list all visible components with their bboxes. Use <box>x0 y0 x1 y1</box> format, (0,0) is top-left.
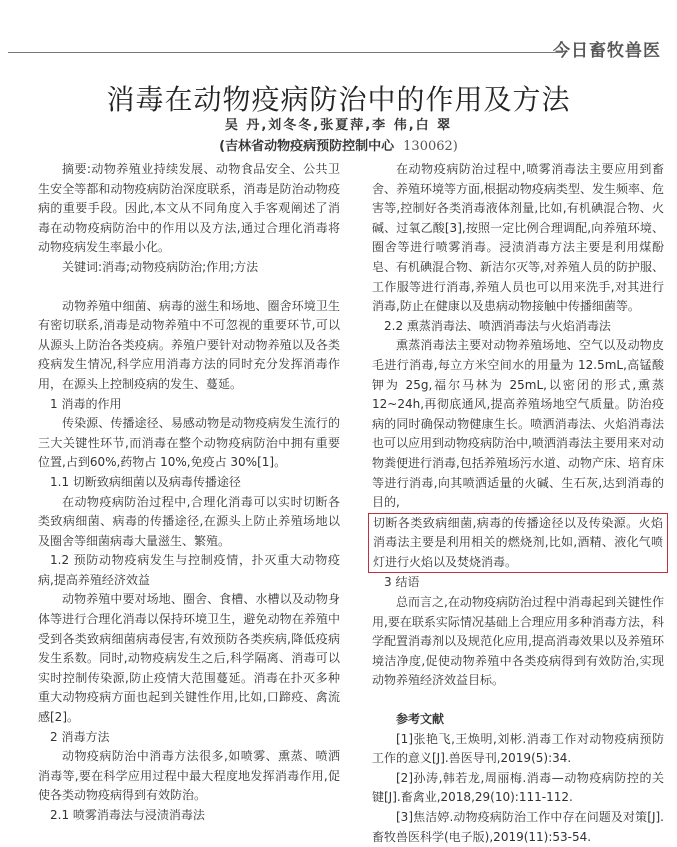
body-paragraph: 总而言之,在动物疫病防治过程中消毒起到关键性作用,要在联系实际情况基础上合理应用多种消毒方法，科学配置消毒剂以及规范化应用,提高消毒效果以及养殖环境洁净度,促使动物养殖中各类疫病得到有效防治,实现动物养殖经济效益目标。 <box>372 595 664 688</box>
article-title: 消毒在动物疫病防治中的作用及方法 <box>106 83 571 116</box>
section-heading: 1.2 预防动物疫病发生与控制疫情，扑灭重大动物疫病,提高养殖经济效益 <box>38 553 340 587</box>
body-paragraph: 动物养殖中要对场地、圈舍、食槽、水槽以及动物身体等进行合理化消毒以保持环境卫生，避免动物在养殖中受到各类致病细菌病毒侵害,有效预防各类疾病,降低疫病发生系数。同时,动物疫病发生之后,科学隔离、消毒可以实时控制传染源,防止疫情大范围蔓延。消毒在扑灭多种重大动物疫病方面也起到关键性作用,比如,口蹄疫、禽流感[2]。 <box>38 592 340 725</box>
left-column <box>38 160 340 826</box>
right-body <box>372 160 664 691</box>
body-paragraph: 动物养殖中细菌、病毒的滋生和场地、圈舍环境卫生有密切联系,消毒是动物养殖中不可忽视的重要环节,可以从源头上防治各类疫病。养殖户要针对动物养殖以及各类疫病发生情况,科学应用消毒方法的同时充分发挥消毒作用，在源头上控制疫病的发生、蔓延。 <box>38 298 340 391</box>
references-title: 参考文献 <box>396 712 445 727</box>
section-heading: 3 结语 <box>384 575 420 590</box>
body-paragraph: 熏蒸消毒法主要对动物养殖场地、空气以及动物皮毛进行消毒,每立方米空间水的用量为 12.5mL,高锰酸钾为 25g,福尔马林为 25mL,以密闭的形式,熏蒸 12~24h,再彻底通风,提高养殖场地空气质量。防治疫病的同时确保动物健康生长。喷洒消毒法、火焰消毒法也可以应用到动物疫病防治中,喷洒消毒法主要用来对动物粪便进行消毒,包括养殖场污水道、动物产床、培育床等进行消毒,向其喷洒适量的火碱、生石灰,达到消毒的目的, <box>372 338 664 510</box>
keywords: 关键词:消毒;动物疫病防治;作用;方法 <box>62 259 259 274</box>
body-paragraph: 传染源、传播途径、易感动物是动物疫病发生流行的三大关键性环节,而消毒在整个动物疫病防治中拥有重要位置,占到60%,药物占 10%,免疫占 30%[1]。 <box>38 416 340 470</box>
body-paragraph: 在动物疫病防治过程中,合理化消毒可以实时切断各类致病细菌、病毒的传播途径,在源头上防止养殖场地以及圈舍等细菌病毒大量滋生、繁殖。 <box>38 494 340 548</box>
section-heading: 1 消毒的作用 <box>50 396 122 411</box>
left-body <box>38 297 340 826</box>
body-paragraph: 动物疫病防治中消毒方法很多,如喷雾、熏蒸、喷洒消毒等,要在科学应用过程中最大程度地发挥消毒作用,促使各类动物疫病得到有效防治。 <box>38 749 340 803</box>
affiliation-postcode: 130062) <box>403 139 458 154</box>
highlighted-passage <box>368 513 668 574</box>
affiliation-name: (吉林省动物疫病预防控制中心 <box>219 139 395 154</box>
journal-name: 今日畜牧兽医 <box>553 41 661 61</box>
reference-item: [2]孙涛,韩若龙,周丽梅.消毒—动物疫病防控的关键[J].畜禽业,2018,29(10):111-112. <box>372 770 664 805</box>
section-heading: 2.1 喷雾消毒法与浸渍消毒法 <box>50 808 205 822</box>
reference-item: [1]张艳飞,王焕明,刘彬.消毒工作对动物疫病预防工作的意义[J].兽医导刊,2019(5):34. <box>372 731 664 766</box>
body-paragraph: 在动物疫病防治过程中,喷雾消毒法主要应用到畜舍、养殖环境等方面,根据动物疫病类型、发生频率、危害等,控制好各类消毒液体剂量,比如,有机碘混合物、火碱、过氧乙酸[3],按照一定比例合理调配,向养殖环境、圈舍等进行喷雾消毒。浸渍消毒方法主要是利用煤酚皂、有机碘混合物、新洁尔灭等,对养殖人员的防护服、工作服等进行消毒,养殖人员也可以用来洗手,对其进行消毒,防止在健康以及患病动物接触中传播细菌等。 <box>372 162 664 314</box>
authors: 吴 丹,刘冬冬,张夏萍,李 伟,白 翠 <box>224 118 453 133</box>
reference-item: [3]焦洁婷.动物疫病防治工作中存在问题及对策[J].畜牧兽医科学(电子版),2019(11):53-54. <box>372 810 664 844</box>
highlighted-text: 切断各类致病细菌,病毒的传播途径以及传染源。火焰消毒法主要是利用相关的燃烧剂,比如,酒精、液化气喷灯进行火焰以及焚烧消毒。 <box>373 515 663 569</box>
affiliation <box>0 135 677 154</box>
section-heading: 1.1 切断致病细菌以及病毒传播途径 <box>50 474 241 489</box>
right-column <box>372 160 664 847</box>
abstract: 摘要:动物养殖业持续发展、动物食品安全、公共卫生安全等都和动物疫病防治深度联系，消毒是防治动物疫病的重要手段。因此,本文从不同角度入手客观阐述了消毒在动物疫病防治中的作用以及方法,通过合理化消毒将动物疫病发生率最小化。 <box>38 162 340 255</box>
section-heading: 2 消毒方法 <box>50 729 110 744</box>
section-heading: 2.2 熏蒸消毒法、喷洒消毒法与火焰消毒法 <box>384 318 611 333</box>
header-rule <box>8 52 563 53</box>
